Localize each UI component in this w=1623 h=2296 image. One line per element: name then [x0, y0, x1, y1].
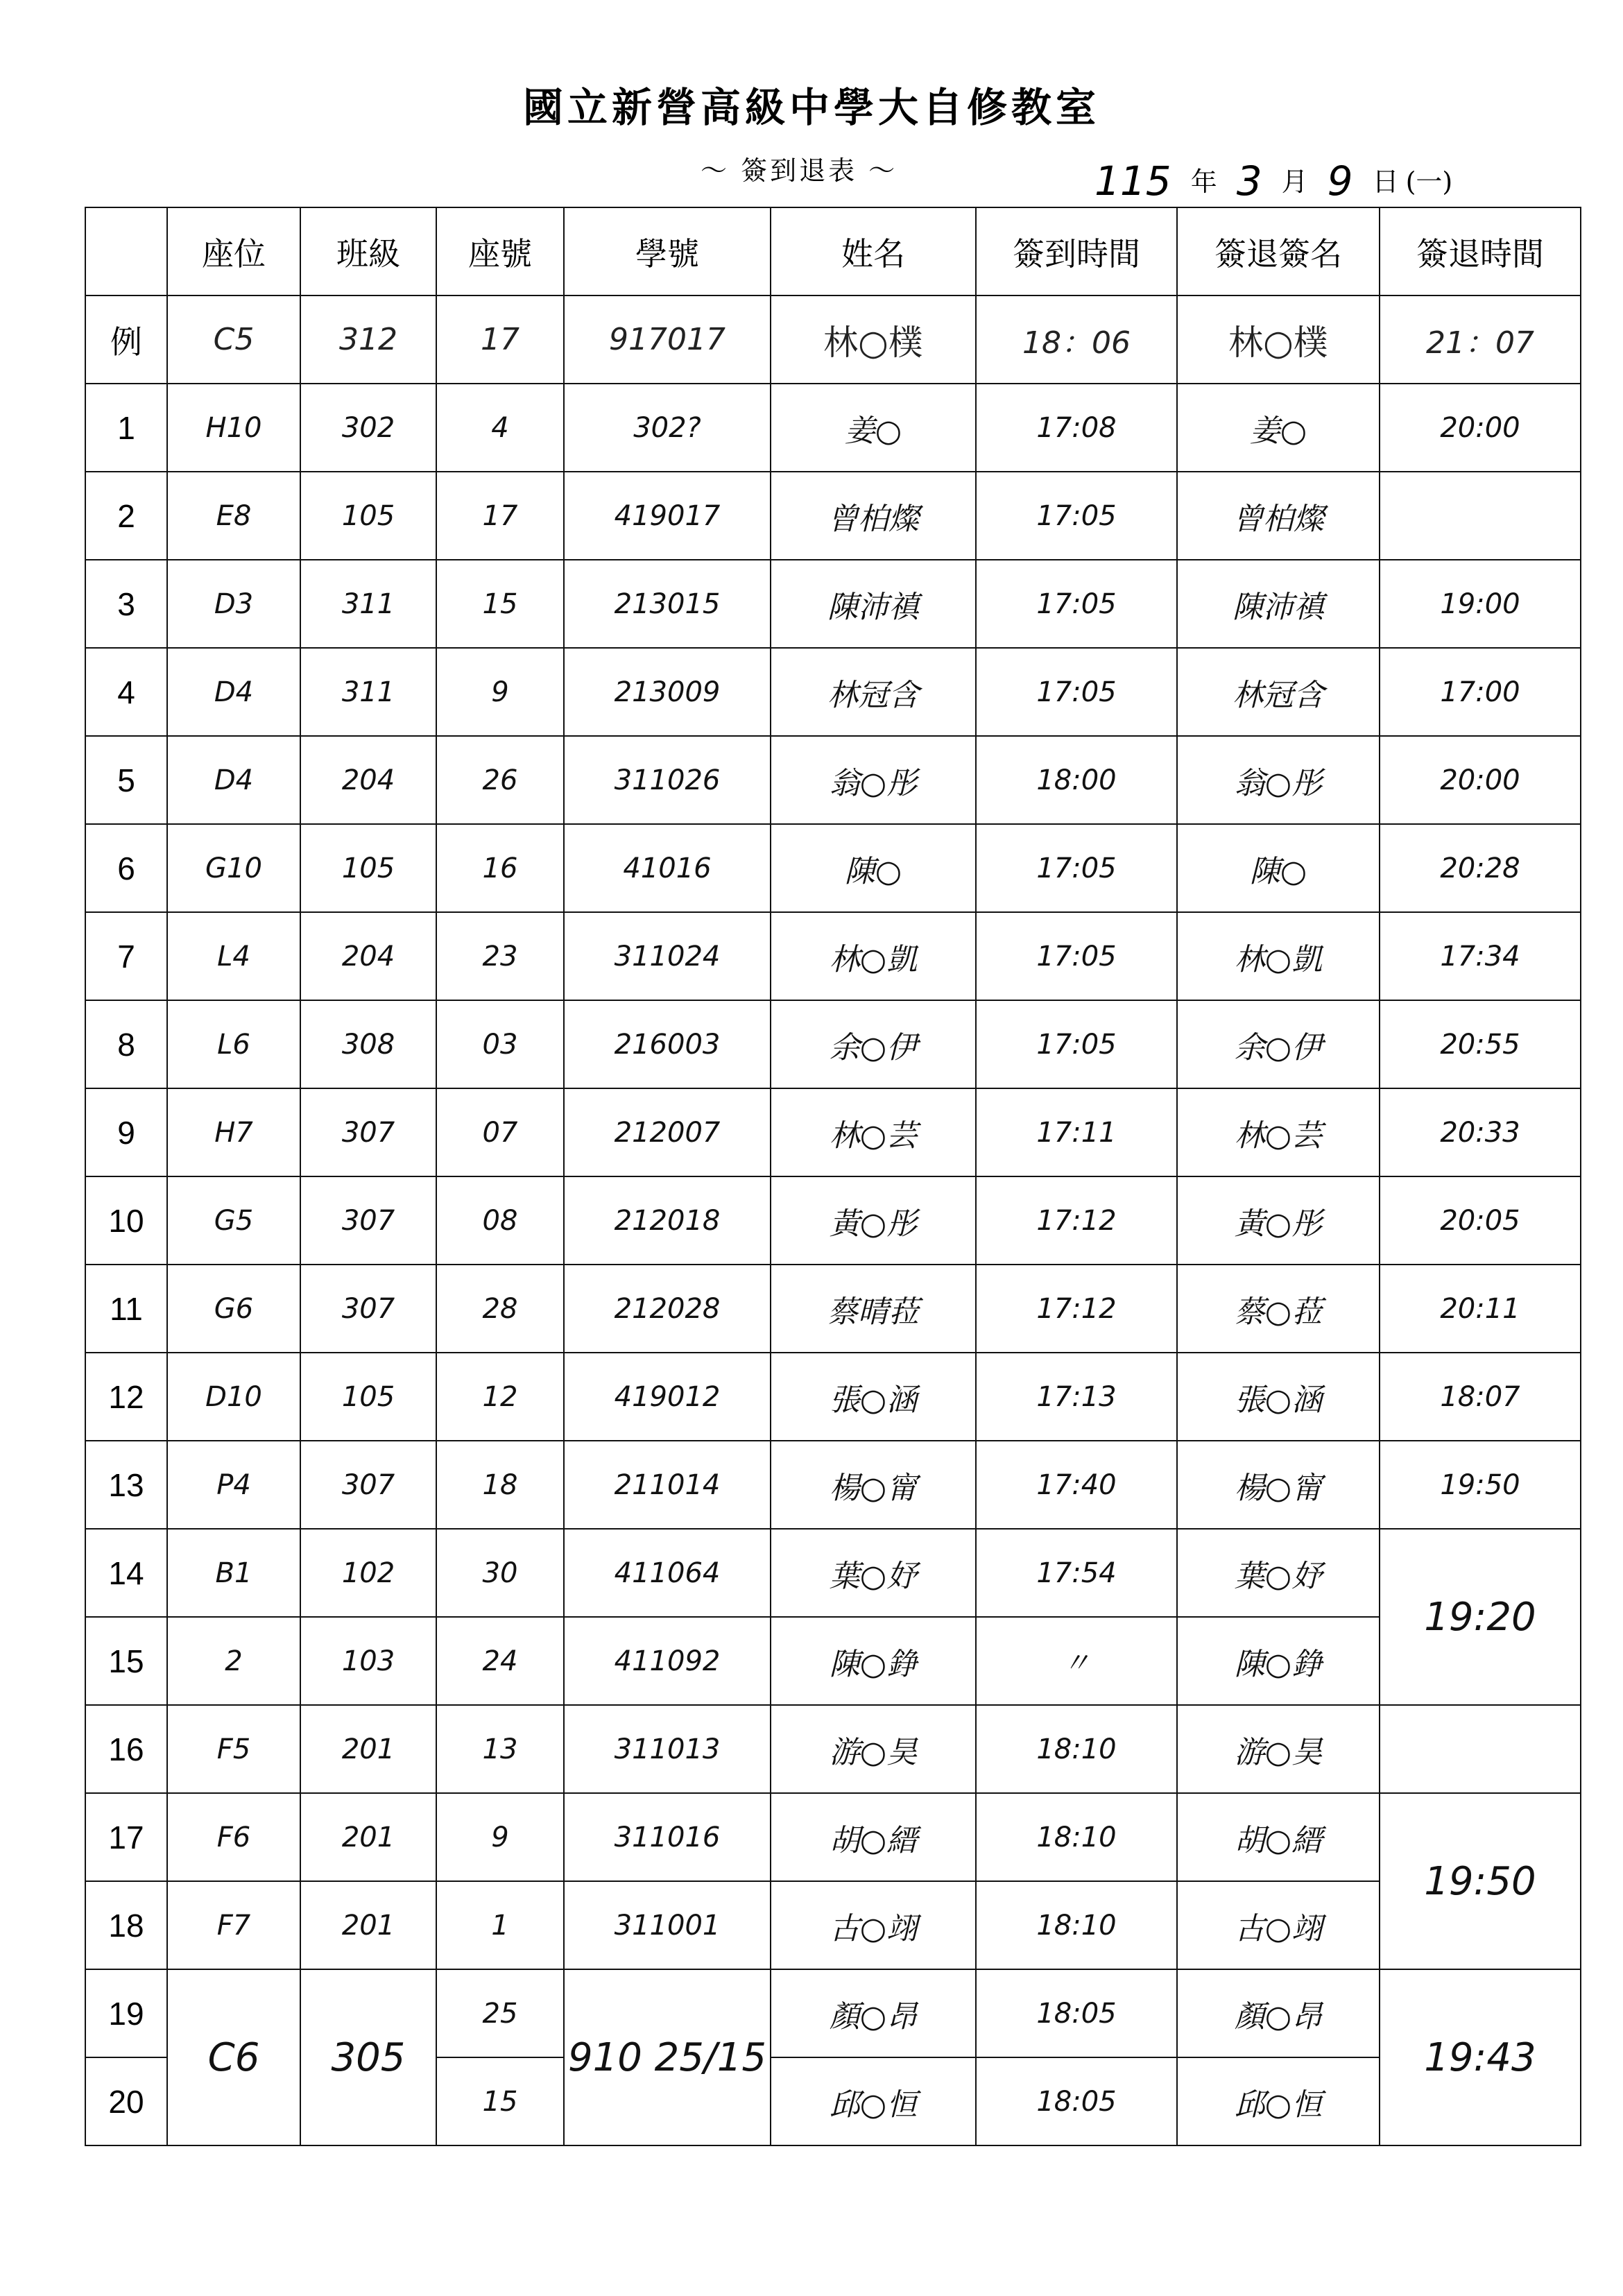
seat-cell: F5 — [167, 1705, 300, 1793]
checkout-signature-cell: 顏○昂 — [1177, 1969, 1380, 2057]
checkout-time-cell: 20:11 — [1380, 1265, 1581, 1353]
seat-no-cell: 23 — [436, 912, 564, 1000]
row-number: 19 — [85, 1969, 167, 2057]
name-cell: 蔡晴菈 — [771, 1265, 976, 1353]
seat-cell: D10 — [167, 1353, 300, 1441]
name-cell: 邱○恒 — [771, 2057, 976, 2145]
checkin-time-cell: 18:10 — [976, 1705, 1177, 1793]
seat-cell: G5 — [167, 1176, 300, 1265]
checkin-time-cell: 17:05 — [976, 560, 1177, 648]
checkout-signature-cell: 古○翊 — [1177, 1881, 1380, 1969]
class-cell: 308 — [300, 1000, 436, 1088]
table-row — [85, 1529, 1581, 1617]
class-cell: 105 — [300, 472, 436, 560]
table-row — [85, 1969, 1581, 2057]
row-number: 8 — [85, 1000, 167, 1088]
student-id-cell: 419012 — [564, 1353, 771, 1441]
checkin-time-cell: 17:54 — [976, 1529, 1177, 1617]
seat-no-cell: 24 — [436, 1617, 564, 1705]
name-cell: 林○芸 — [771, 1088, 976, 1176]
checkout-time-cell — [1380, 472, 1581, 560]
document-subtitle: ～ 簽到退表 ～ — [701, 155, 898, 186]
checkout-signature-cell: 胡○縉 — [1177, 1793, 1380, 1881]
col-header-checkout-time: 簽退時間 — [1380, 207, 1581, 295]
checkin-time-cell: 17:05 — [976, 648, 1177, 736]
seat-cell: C6 — [167, 1969, 300, 2145]
checkout-time-cell: 20:28 — [1380, 824, 1581, 912]
seat-cell: D4 — [167, 736, 300, 824]
table-row — [85, 1793, 1581, 1881]
seat-no-cell: 13 — [436, 1705, 564, 1793]
checkout-time-cell: 19:20 — [1380, 1529, 1581, 1705]
name-cell: 游○昊 — [771, 1705, 976, 1793]
example-seat: C5 — [167, 295, 300, 384]
class-cell: 311 — [300, 560, 436, 648]
name-cell: 曾柏燦 — [771, 472, 976, 560]
table-row — [85, 736, 1581, 824]
seat-cell: E8 — [167, 472, 300, 560]
col-header-checkin-time: 簽到時間 — [976, 207, 1177, 295]
table-row — [85, 1088, 1581, 1176]
row-number: 14 — [85, 1529, 167, 1617]
date-year: 115 — [1094, 157, 1171, 205]
date-weekday: (一) — [1405, 166, 1453, 197]
seat-no-cell: 15 — [436, 2057, 564, 2145]
sign-in-out-table — [85, 207, 1581, 2146]
checkout-signature-cell: 翁○彤 — [1177, 736, 1380, 824]
student-id-cell: 216003 — [564, 1000, 771, 1088]
checkout-time-cell: 18:07 — [1380, 1353, 1581, 1441]
checkin-time-cell: 17:12 — [976, 1265, 1177, 1353]
checkout-signature-cell: 曾柏燦 — [1177, 472, 1380, 560]
col-header-class: 班級 — [300, 207, 436, 295]
date-year-label: 年 — [1190, 166, 1217, 197]
class-cell: 102 — [300, 1529, 436, 1617]
col-header-student-id: 學號 — [564, 207, 771, 295]
seat-no-cell: 4 — [436, 384, 564, 472]
checkin-time-cell: 17:05 — [976, 472, 1177, 560]
checkout-time-cell — [1380, 1705, 1581, 1793]
student-id-cell: 311026 — [564, 736, 771, 824]
class-cell: 302 — [300, 384, 436, 472]
class-cell: 201 — [300, 1793, 436, 1881]
name-cell: 古○翊 — [771, 1881, 976, 1969]
class-cell: 204 — [300, 912, 436, 1000]
date-day-label: 日 — [1372, 166, 1399, 197]
row-number: 6 — [85, 824, 167, 912]
checkin-time-cell: 17:12 — [976, 1176, 1177, 1265]
checkout-time-cell: 20:05 — [1380, 1176, 1581, 1265]
checkout-time-cell: 20:00 — [1380, 384, 1581, 472]
checkout-signature-cell: 黃○彤 — [1177, 1176, 1380, 1265]
name-cell: 翁○彤 — [771, 736, 976, 824]
student-id-cell: 212028 — [564, 1265, 771, 1353]
row-number: 16 — [85, 1705, 167, 1793]
seat-no-cell: 15 — [436, 560, 564, 648]
student-id-cell: 910 25/15 — [564, 1969, 771, 2145]
checkin-time-cell: 17:08 — [976, 384, 1177, 472]
checkin-time-cell: 17:05 — [976, 1000, 1177, 1088]
class-cell: 204 — [300, 736, 436, 824]
row-number: 1 — [85, 384, 167, 472]
name-cell: 林○凱 — [771, 912, 976, 1000]
row-number: 2 — [85, 472, 167, 560]
seat-no-cell: 16 — [436, 824, 564, 912]
col-header-name: 姓名 — [771, 207, 976, 295]
date-line — [1082, 139, 1453, 205]
class-cell: 311 — [300, 648, 436, 736]
name-cell: 林冠含 — [771, 648, 976, 736]
row-number: 3 — [85, 560, 167, 648]
table-row — [85, 1881, 1581, 1969]
row-number: 15 — [85, 1617, 167, 1705]
student-id-cell: 213009 — [564, 648, 771, 736]
checkout-time-cell: 20:00 — [1380, 736, 1581, 824]
student-id-cell: 211014 — [564, 1441, 771, 1529]
checkout-time-cell: 17:00 — [1380, 648, 1581, 736]
name-cell: 張○涵 — [771, 1353, 976, 1441]
seat-cell: F6 — [167, 1793, 300, 1881]
table-row — [85, 560, 1581, 648]
checkin-time-cell: 18:05 — [976, 2057, 1177, 2145]
seat-cell: L4 — [167, 912, 300, 1000]
table-row — [85, 648, 1581, 736]
name-cell: 顏○昂 — [771, 1969, 976, 2057]
row-number: 10 — [85, 1176, 167, 1265]
seat-no-cell: 18 — [436, 1441, 564, 1529]
document-title: 國立新營高級中學大自修教室 — [522, 84, 1100, 131]
name-cell: 陳○錚 — [771, 1617, 976, 1705]
checkout-time-cell: 19:43 — [1380, 1969, 1581, 2145]
row-number: 20 — [85, 2057, 167, 2145]
seat-cell: D3 — [167, 560, 300, 648]
checkin-time-cell: 17:13 — [976, 1353, 1177, 1441]
checkout-signature-cell: 楊○甯 — [1177, 1441, 1380, 1529]
checkout-signature-cell: 陳沛禛 — [1177, 560, 1380, 648]
seat-cell: B1 — [167, 1529, 300, 1617]
checkout-time-cell: 20:55 — [1380, 1000, 1581, 1088]
table-row — [85, 1353, 1581, 1441]
example-name: 林○樸 — [771, 295, 976, 384]
seat-no-cell: 07 — [436, 1088, 564, 1176]
seat-no-cell: 25 — [436, 1969, 564, 2057]
col-header-checkout-signature: 簽退簽名 — [1177, 207, 1380, 295]
example-student-id: 917017 — [564, 295, 771, 384]
row-number: 18 — [85, 1881, 167, 1969]
seat-no-cell: 12 — [436, 1353, 564, 1441]
table-row — [85, 1705, 1581, 1793]
row-number: 11 — [85, 1265, 167, 1353]
class-cell: 103 — [300, 1617, 436, 1705]
checkout-signature-cell: 葉○妤 — [1177, 1529, 1380, 1617]
student-id-cell: 411064 — [564, 1529, 771, 1617]
table-row — [85, 1000, 1581, 1088]
seat-cell: G10 — [167, 824, 300, 912]
checkout-signature-cell: 張○涵 — [1177, 1353, 1380, 1441]
example-checkin-time: 18：06 — [976, 295, 1177, 384]
seat-no-cell: 26 — [436, 736, 564, 824]
student-id-cell: 419017 — [564, 472, 771, 560]
row-number: 4 — [85, 648, 167, 736]
student-id-cell: 213015 — [564, 560, 771, 648]
date-month: 3 — [1236, 157, 1262, 205]
example-seat-no: 17 — [436, 295, 564, 384]
checkin-time-cell: 〃 — [976, 1617, 1177, 1705]
example-checkout-signature: 林○樸 — [1177, 295, 1380, 384]
seat-no-cell: 1 — [436, 1881, 564, 1969]
table-row — [85, 1441, 1581, 1529]
name-cell: 姜○ — [771, 384, 976, 472]
checkout-signature-cell: 邱○恒 — [1177, 2057, 1380, 2145]
class-cell: 307 — [300, 1265, 436, 1353]
name-cell: 黃○彤 — [771, 1176, 976, 1265]
checkin-time-cell: 17:40 — [976, 1441, 1177, 1529]
checkin-time-cell: 17:11 — [976, 1088, 1177, 1176]
row-number: 5 — [85, 736, 167, 824]
checkout-time-cell: 19:00 — [1380, 560, 1581, 648]
checkout-signature-cell: 陳○錚 — [1177, 1617, 1380, 1705]
class-cell: 307 — [300, 1441, 436, 1529]
seat-cell: P4 — [167, 1441, 300, 1529]
checkout-time-cell: 19:50 — [1380, 1793, 1581, 1969]
col-header-seat-no: 座號 — [436, 207, 564, 295]
table-row — [85, 384, 1581, 472]
row-number: 13 — [85, 1441, 167, 1529]
student-id-cell: 311024 — [564, 912, 771, 1000]
table-row — [85, 1617, 1581, 1705]
seat-no-cell: 30 — [436, 1529, 564, 1617]
seat-no-cell: 17 — [436, 472, 564, 560]
example-class: 312 — [300, 295, 436, 384]
row-number: 9 — [85, 1088, 167, 1176]
seat-cell: L6 — [167, 1000, 300, 1088]
checkout-signature-cell: 游○昊 — [1177, 1705, 1380, 1793]
class-cell: 105 — [300, 1353, 436, 1441]
checkout-time-cell: 20:33 — [1380, 1088, 1581, 1176]
table-row — [85, 472, 1581, 560]
col-header-seat: 座位 — [167, 207, 300, 295]
checkin-time-cell: 18:10 — [976, 1793, 1177, 1881]
table-row — [85, 1265, 1581, 1353]
checkin-time-cell: 18:00 — [976, 736, 1177, 824]
class-cell: 307 — [300, 1088, 436, 1176]
example-checkout-time: 21：07 — [1380, 295, 1581, 384]
student-id-cell: 212007 — [564, 1088, 771, 1176]
checkout-signature-cell: 姜○ — [1177, 384, 1380, 472]
class-cell: 201 — [300, 1705, 436, 1793]
student-id-cell: 212018 — [564, 1176, 771, 1265]
seat-cell: 2 — [167, 1617, 300, 1705]
checkout-signature-cell: 余○伊 — [1177, 1000, 1380, 1088]
seat-no-cell: 08 — [436, 1176, 564, 1265]
student-id-cell: 311013 — [564, 1705, 771, 1793]
checkin-time-cell: 18:05 — [976, 1969, 1177, 2057]
class-cell: 105 — [300, 824, 436, 912]
checkin-time-cell: 17:05 — [976, 912, 1177, 1000]
checkout-signature-cell: 林○芸 — [1177, 1088, 1380, 1176]
name-cell: 葉○妤 — [771, 1529, 976, 1617]
name-cell: 陳沛禛 — [771, 560, 976, 648]
checkout-signature-cell: 陳○ — [1177, 824, 1380, 912]
checkout-signature-cell: 林冠含 — [1177, 648, 1380, 736]
header-row — [85, 207, 1581, 295]
seat-cell: G6 — [167, 1265, 300, 1353]
table-row — [85, 1176, 1581, 1265]
checkin-time-cell: 18:10 — [976, 1881, 1177, 1969]
checkin-time-cell: 17:05 — [976, 824, 1177, 912]
date-month-label: 月 — [1281, 166, 1308, 197]
student-id-cell: 41016 — [564, 824, 771, 912]
date-day: 9 — [1327, 157, 1353, 205]
student-id-cell: 311001 — [564, 1881, 771, 1969]
seat-cell: F7 — [167, 1881, 300, 1969]
class-cell: 305 — [300, 1969, 436, 2145]
seat-cell: H7 — [167, 1088, 300, 1176]
name-cell: 余○伊 — [771, 1000, 976, 1088]
table-row — [85, 824, 1581, 912]
row-number: 7 — [85, 912, 167, 1000]
name-cell: 陳○ — [771, 824, 976, 912]
student-id-cell: 302? — [564, 384, 771, 472]
checkout-time-cell: 19:50 — [1380, 1441, 1581, 1529]
col-header-index — [85, 207, 167, 295]
row-number: 12 — [85, 1353, 167, 1441]
example-label: 例 — [85, 295, 167, 384]
name-cell: 楊○甯 — [771, 1441, 976, 1529]
class-cell: 307 — [300, 1176, 436, 1265]
seat-cell: D4 — [167, 648, 300, 736]
checkout-signature-cell: 林○凱 — [1177, 912, 1380, 1000]
seat-no-cell: 9 — [436, 1793, 564, 1881]
seat-no-cell: 03 — [436, 1000, 564, 1088]
student-id-cell: 311016 — [564, 1793, 771, 1881]
row-number: 17 — [85, 1793, 167, 1881]
checkout-signature-cell: 蔡○菈 — [1177, 1265, 1380, 1353]
seat-no-cell: 9 — [436, 648, 564, 736]
seat-no-cell: 28 — [436, 1265, 564, 1353]
name-cell: 胡○縉 — [771, 1793, 976, 1881]
checkout-time-cell: 17:34 — [1380, 912, 1581, 1000]
seat-cell: H10 — [167, 384, 300, 472]
student-id-cell: 411092 — [564, 1617, 771, 1705]
table-row — [85, 912, 1581, 1000]
class-cell: 201 — [300, 1881, 436, 1969]
example-row — [85, 295, 1581, 384]
